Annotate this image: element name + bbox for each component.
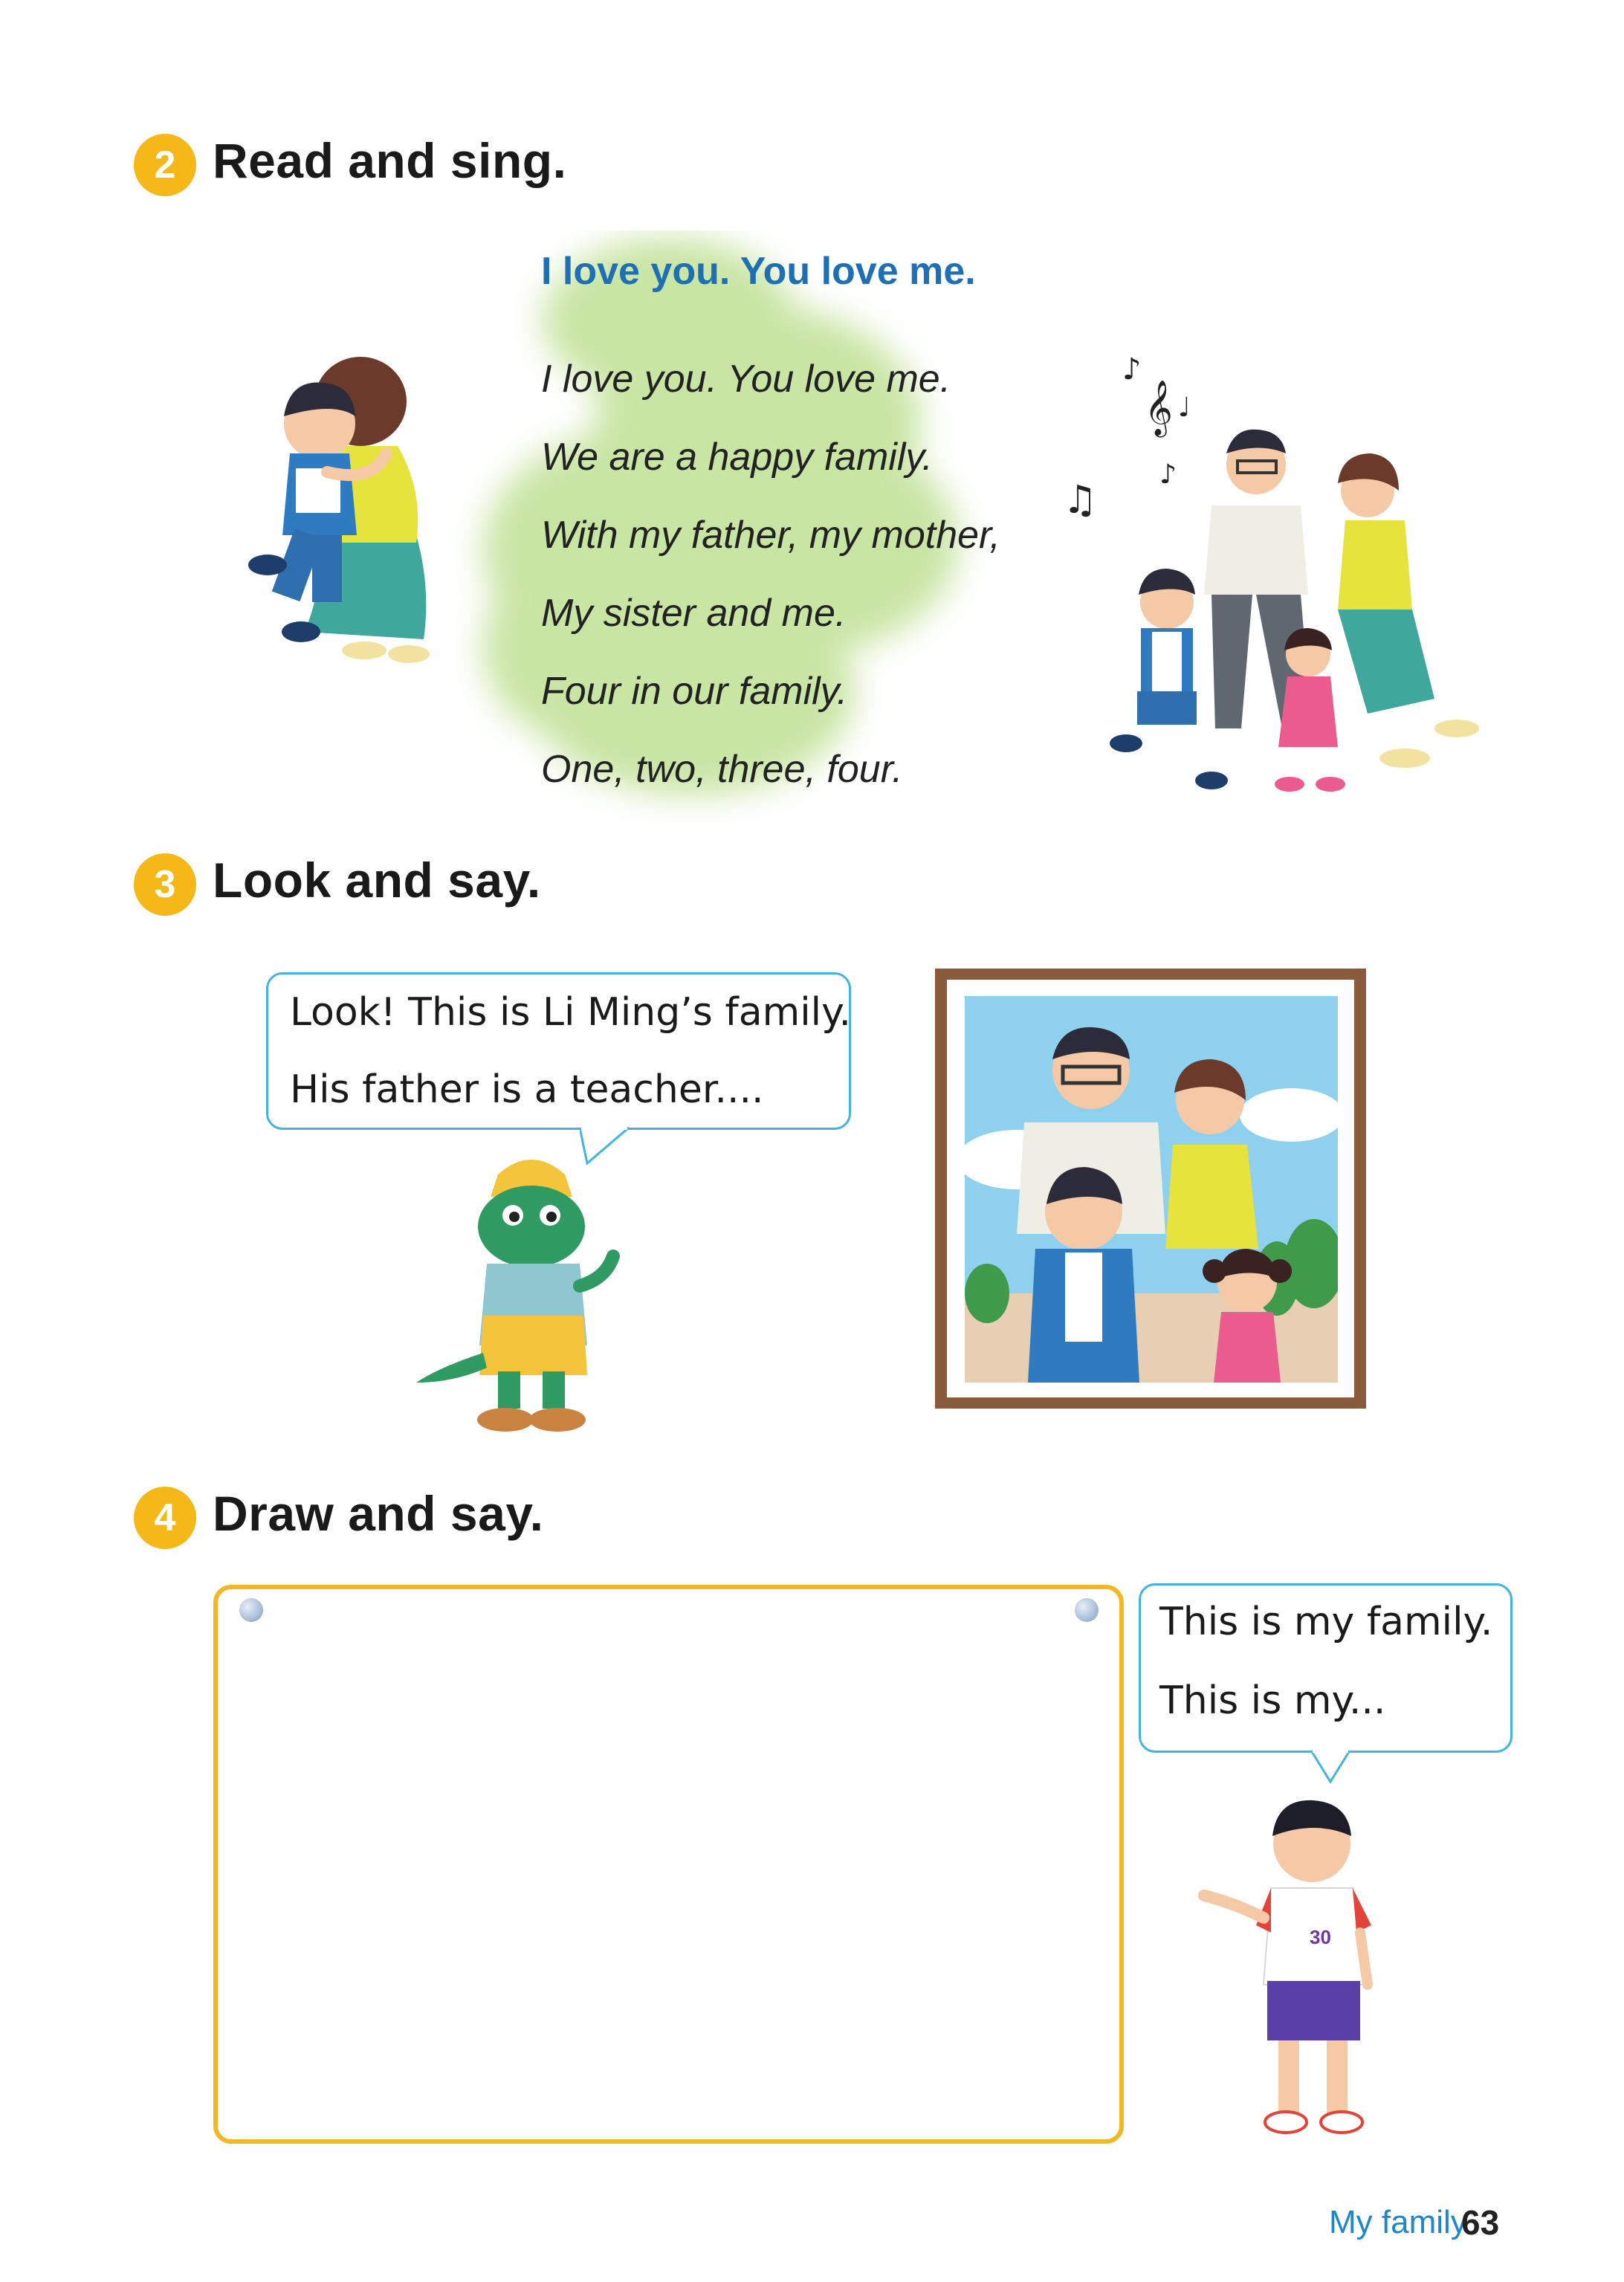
drawing-area[interactable] [213,1585,1124,2144]
svg-text:♪: ♪ [1159,459,1177,490]
song-title: I love you. You love me. [541,250,976,293]
speech-bubble-line: Look! This is Li Ming’s family. [290,990,852,1035]
family-photo [965,996,1338,1383]
section-number-badge: 3 [134,853,196,916]
section-title: Draw and say. [213,1486,544,1541]
mother-hugging-child-illustration [238,342,446,669]
svg-text:♪: ♪ [1122,352,1142,387]
dinosaur-mascot-illustration [416,1145,632,1442]
speech-bubble-line: This is my... [1159,1678,1386,1723]
svg-text:𝄞: 𝄞 [1145,381,1173,436]
song-line: We are a happy family. [541,436,933,479]
section-number-badge: 2 [134,134,196,196]
song-line: I love you. You love me. [541,358,951,401]
song-line: With my father, my mother, [541,514,1000,557]
section-number-badge: 4 [134,1487,196,1549]
pin-icon [1075,1598,1099,1622]
page-number: 63 [1461,2203,1500,2242]
speech-bubble-line: This is my family. [1159,1600,1493,1644]
speech-bubble-tail [1310,1749,1354,1786]
pin-icon [239,1598,263,1622]
shirt-number: 30 [1310,1926,1331,1948]
section-title: Look and say. [213,853,541,908]
section-title: Read and sing. [213,133,567,188]
boy-illustration [1189,1791,1382,2148]
footer-unit-label: My family [1329,2204,1467,2240]
speech-bubble-line: His father is a teacher.... [290,1067,764,1112]
song-line: Four in our family. [541,670,848,713]
svg-text:♫: ♫ [1063,478,1098,523]
song-line: One, two, three, four. [541,748,903,791]
dancing-family-illustration [1055,342,1494,795]
song-line: My sister and me. [541,592,847,635]
svg-text:♩: ♩ [1178,392,1191,423]
